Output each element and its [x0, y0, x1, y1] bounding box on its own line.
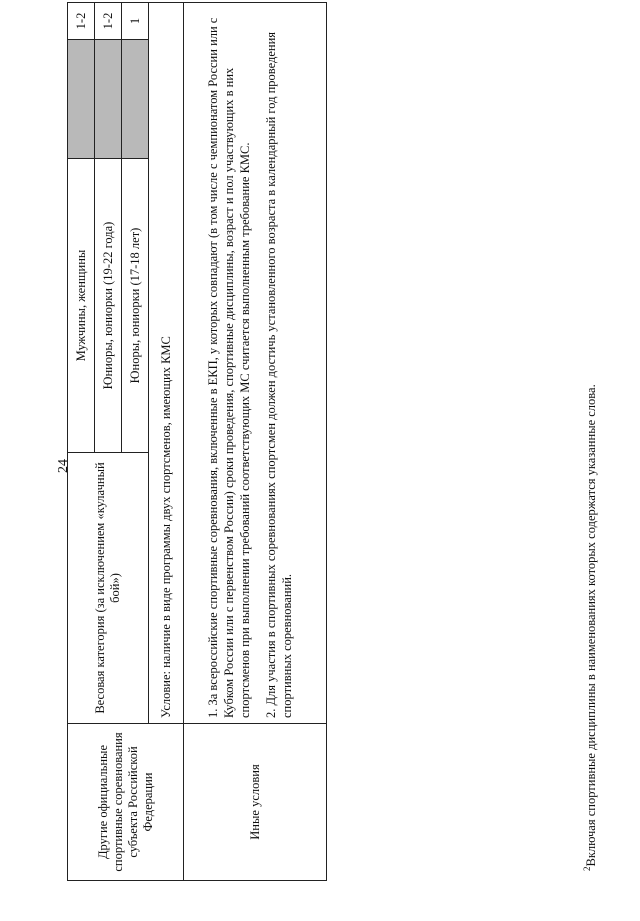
condition-cell: Условие: наличие в виде программы двух спортсменов, имеющих КМС — [149, 3, 184, 724]
table-row — [68, 3, 95, 881]
shaded-cell — [122, 40, 149, 159]
section-label-cell: Другие официальные спортивные соревнования субъекта Российской Федерации — [68, 724, 184, 881]
table-row — [184, 3, 327, 881]
weight-category-cell: Весовая категория (за исключением «кулачный бой») — [68, 453, 149, 724]
requirements-table — [67, 2, 327, 881]
group-name-cell: Юниоры, юниорки (19-22 года) — [95, 159, 122, 453]
group-count-cell: 1-2 — [95, 3, 122, 40]
shaded-cell — [68, 40, 95, 159]
other-condition-2: 2. Для участия в спортивных соревнованиях спортсмен должен достичь установленного возраста в календарный год проведения спортивных соревнований. — [264, 31, 294, 718]
footnote-text: Включая спортивные дисциплины в наименованиях которых содержатся указанные слова. — [584, 384, 599, 867]
other-condition-1: 1. За всероссийские спортивные соревнования, включенные в ЕКП, у которых совпадают (в том числе с чемпионатом России или с Кубком России или с первенством России) сроки проведения, спортивные дисциплины, возраст и пол участвующих в них спортсменов при выполнении требований соответствующих МС считается выполненным требование КМС. — [206, 17, 252, 718]
footnote — [582, 384, 599, 871]
shaded-cell — [95, 40, 122, 159]
group-count-cell: 1-2 — [68, 3, 95, 40]
group-count-cell: 1 — [122, 3, 149, 40]
page-number: 24 — [56, 459, 71, 473]
footnote-marker: 2 — [582, 866, 592, 871]
other-conditions-label: Иные условия — [184, 724, 327, 881]
other-conditions-cell — [184, 3, 327, 724]
group-name-cell: Мужчины, женщины — [68, 159, 95, 453]
group-name-cell: Юноры, юниорки (17-18 лет) — [122, 159, 149, 453]
